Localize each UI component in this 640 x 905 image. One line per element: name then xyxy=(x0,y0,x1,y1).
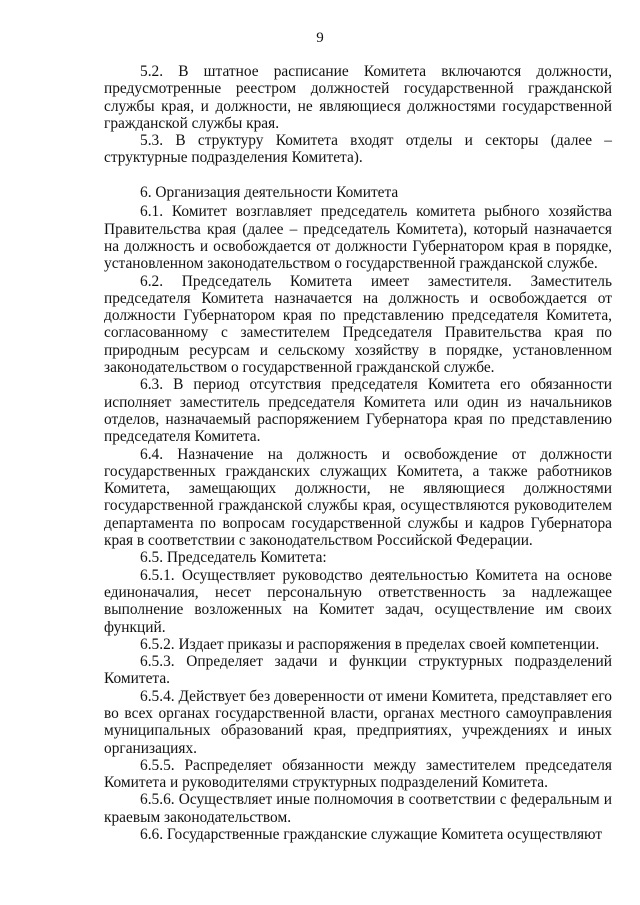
paragraph-6-5-4: 6.5.4. Действует без доверенности от имени Комитета, представляет его во всех органах государственной власти, органах местного самоуправления муниципальных образований края, предприятиях, учреждениях и иных организациях. xyxy=(104,687,612,757)
paragraph-6-5-5: 6.5.5. Распределяет обязанности между заместителем председателя Комитета и руководителями структурных подразделений Комитета. xyxy=(104,756,612,792)
paragraph-6-2: 6.2. Председатель Комитета имеет заместителя. Заместитель председателя Комитета назначается на должность и освобождается от должности Губернатором края по представлению председателя Комитета, согласованному с заместителем Председателя Правительства края по природным ресурсам и сельскому хозяйству в порядке, установленном законодательством о государственной гражданской службе. xyxy=(104,272,612,377)
page-number: 9 xyxy=(316,30,324,46)
paragraph-6-5-1: 6.5.1. Осуществляет руководство деятельностью Комитета на основе единоначалия, несет персональную ответственность за надлежащее выполнение возложенных на Комитет задач, осуществление им своих функций. xyxy=(104,566,612,636)
paragraph-6-1: 6.1. Комитет возглавляет председатель комитета рыбного хозяйства Правительства края (далее – председатель Комитета), который назначается на должность и освобождается от должности Губернатором края в порядке, установленном законодательством о государственной гражданской службе. xyxy=(104,203,612,273)
paragraph-6-6: 6.6. Государственные гражданские служащие Комитета осуществляют xyxy=(140,826,603,844)
paragraph-6-5-6: 6.5.6. Осуществляет иные полномочия в соответствии с федеральным и краевым законодательством. xyxy=(104,791,612,826)
paragraph-6-5-2: 6.5.2. Издает приказы и распоряжения в пределах своей компетенции. xyxy=(140,635,600,653)
paragraph-6-4: 6.4. Назначение на должность и освобождение от должности государственных гражданских служащих Комитета, а также работников Комитета, замещающих должности, не являющиеся должностями государственной гражданской службы края, осуществляются руководителем департамента по вопросам государственной службы и кадров Губернатора края в соответствии с законодательством Российской Федерации. xyxy=(104,445,612,550)
paragraph-5-3: 5.3. В структуру Комитета входят отделы и секторы (далее – структурные подразделения Комитета). xyxy=(104,132,612,167)
paragraph-6-5-3: 6.5.3. Определяет задачи и функции структурных подразделений Комитета. xyxy=(104,653,612,688)
document-body xyxy=(104,63,612,843)
paragraph-6-5: 6.5. Председатель Комитета: xyxy=(140,549,327,567)
section-heading-6: 6. Организация деятельности Комитета xyxy=(140,184,399,202)
section-gap xyxy=(104,167,612,184)
paragraph-6-3: 6.3. В период отсутствия председателя Комитета его обязанности исполняет заместитель председателя Комитета или один из начальников отделов, назначаемый распоряжением Губернатора края по представлению председателя Комитета. xyxy=(104,376,612,446)
paragraph-5-2: 5.2. В штатное расписание Комитета включаются должности, предусмотренные реестром должностей государственной гражданской службы края, и должности, не являющиеся должностями государственной гражданской службы края. xyxy=(104,63,612,132)
